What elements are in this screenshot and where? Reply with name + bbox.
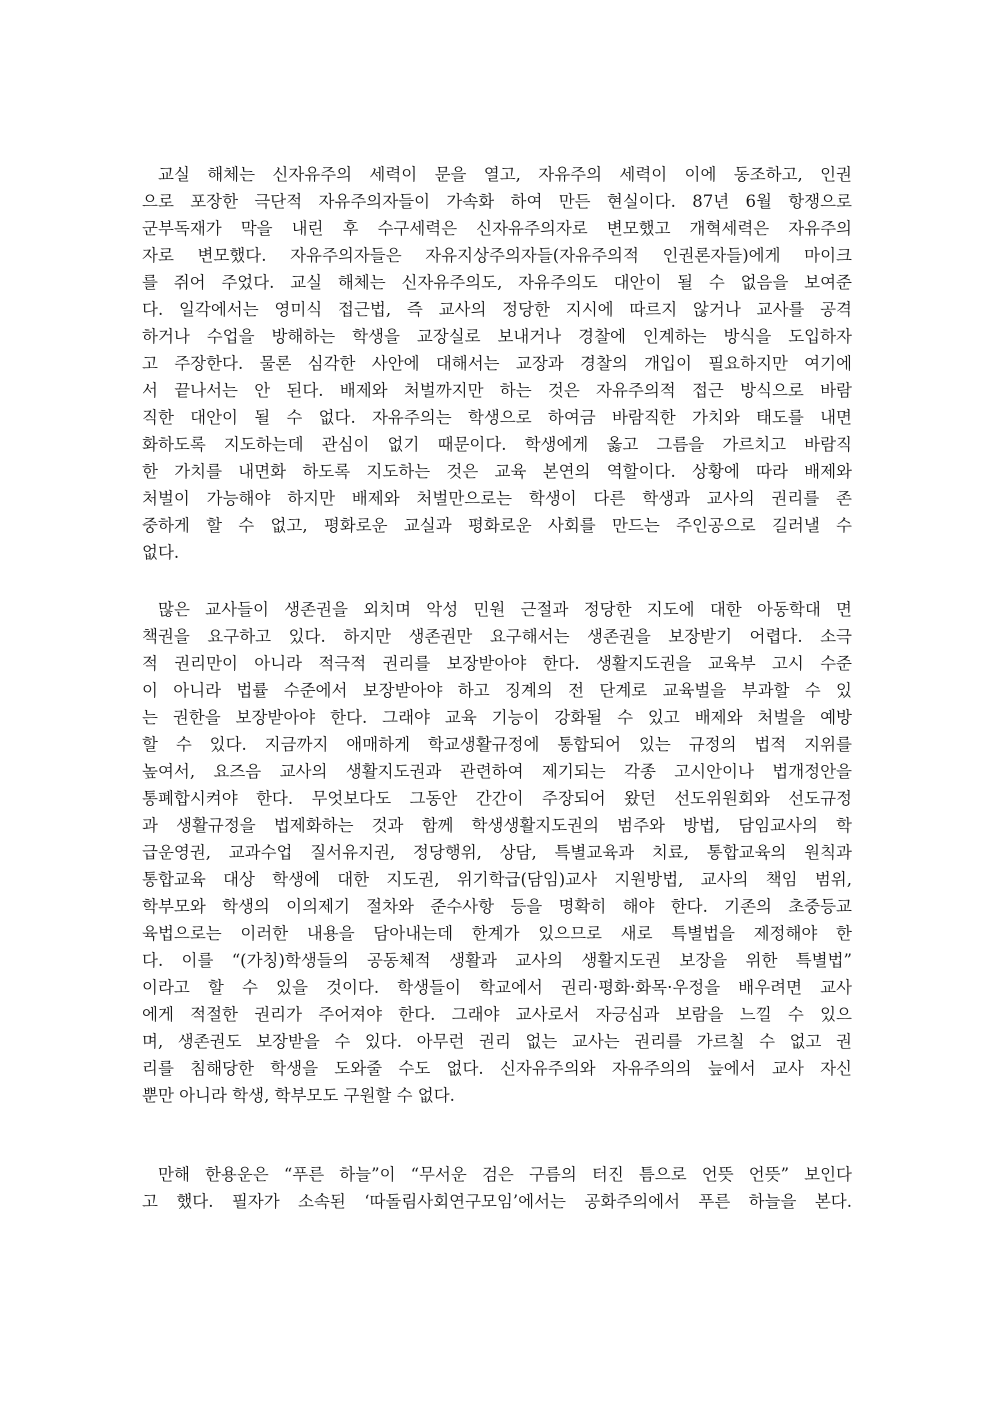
text-line: 과 생활규정을 법제화하는 것과 함께 학생생활지도권의 범주와 방법, 담임교사의 학 — [142, 816, 852, 835]
text-line: 며, 생존권도 보장받을 수 있다. 아무런 권리 없는 교사는 권리를 가르칠 수 없고 권 — [142, 1032, 852, 1051]
paragraph-classroom-collapse — [142, 161, 852, 566]
text-line: 하거나 수업을 방해하는 학생을 교장실로 보내거나 경찰에 인계하는 방식을 도입하자 — [142, 327, 852, 346]
text-line: 만해 한용운은 “푸른 하늘”이 “무서운 검은 구름의 터진 틈으로 언뜻 언뜻” 보인다 — [158, 1165, 852, 1184]
text-line: 한 가치를 내면화 하도록 지도하는 것은 교육 본연의 역할이다. 상황에 따라 배제와 — [142, 462, 852, 481]
text-line: 자로 변모했다. 자유주의자들은 자유지상주의자들(자유주의적 인권론자들)에게 마이크 — [142, 246, 852, 265]
text-line: 책권을 요구하고 있다. 하지만 생존권만 요구해서는 생존권을 보장받기 어렵다. 소극 — [142, 627, 852, 646]
text-line: 를 쥐어 주었다. 교실 해체는 신자유주의도, 자유주의도 대안이 될 수 없음을 보여준 — [142, 273, 852, 292]
text-line: 육법으로는 이러한 내용을 담아내는데 한계가 있으므로 새로 특별법을 제정해야 한 — [142, 924, 852, 943]
text-line: 뿐만 아니라 학생, 학부모도 구원할 수 없다. — [142, 1086, 455, 1105]
text-line: 는 권한을 보장받아야 한다. 그래야 교육 기능이 강화될 수 있고 배제와 처벌을 예방 — [142, 708, 852, 727]
paragraph-teacher-rights — [142, 596, 852, 1109]
text-line: 고 주장한다. 물론 심각한 사안에 대해서는 교장과 경찰의 개입이 필요하지만 여기에 — [142, 354, 852, 373]
text-line: 군부독재가 막을 내린 후 수구세력은 신자유주의자로 변모했고 개혁세력은 자유주의 — [142, 219, 852, 238]
text-line: 교실 해체는 신자유주의 세력이 문을 열고, 자유주의 세력이 이에 동조하고, 인권 — [158, 165, 852, 184]
paragraph-blue-sky — [142, 1161, 852, 1215]
text-line: 적 권리만이 아니라 적극적 권리를 보장받아야 한다. 생활지도권을 교육부 고시 수준 — [142, 654, 852, 673]
text-line: 화하도록 지도하는데 관심이 없기 때문이다. 학생에게 옳고 그름을 가르치고 바람직 — [142, 435, 852, 454]
text-line: 할 수 있다. 지금까지 애매하게 학교생활규정에 통합되어 있는 규정의 법적 지위를 — [142, 735, 852, 754]
text-line: 처벌이 가능해야 하지만 배제와 처벌만으로는 학생이 다른 학생과 교사의 권리를 존 — [142, 489, 852, 508]
text-line: 이 아니라 법률 수준에서 보장받아야 하고 징계의 전 단계로 교육벌을 부과할 수 있 — [142, 681, 852, 700]
text-line: 다. 일각에서는 영미식 접근법, 즉 교사의 정당한 지시에 따르지 않거나 교사를 공격 — [142, 300, 852, 319]
text-line: 없다. — [142, 543, 180, 562]
text-line: 급운영권, 교과수업 질서유지권, 정당행위, 상담, 특별교육과 치료, 통합교육의 원칙과 — [142, 843, 852, 862]
text-line: 으로 포장한 극단적 자유주의자들이 가속화 하여 만든 현실이다. 87년 6월 항쟁으로 — [142, 192, 852, 211]
text-line: 학부모와 학생의 이의제기 절차와 준수사항 등을 명확히 해야 한다. 기존의 초중등교 — [142, 897, 852, 916]
text-line: 이라고 할 수 있을 것이다. 학생들이 학교에서 권리·평화·화목·우정을 배우려면 교사 — [142, 978, 852, 997]
text-line: 직한 대안이 될 수 없다. 자유주의는 학생으로 하여금 바람직한 가치와 태도를 내면 — [142, 408, 852, 427]
text-line: 고 했다. 필자가 소속된 ‘따돌림사회연구모임’에서는 공화주의에서 푸른 하늘을 본다. — [142, 1192, 852, 1211]
text-line: 리를 침해당한 학생을 도와줄 수도 없다. 신자유주의와 자유주의의 늪에서 교사 자신 — [142, 1059, 852, 1078]
text-line: 높여서, 요즈음 교사의 생활지도권과 관련하여 제기되는 각종 고시안이나 법개정안을 — [142, 762, 852, 781]
text-line: 통폐합시켜야 한다. 무엇보다도 그동안 간간이 주장되어 왔던 선도위원회와 선도규정 — [142, 789, 852, 808]
text-line: 다. 이를 “(가칭)학생들의 공동체적 생활과 교사의 생활지도권 보장을 위한 특별법” — [142, 951, 852, 970]
text-line: 서 끝나서는 안 된다. 배제와 처벌까지만 하는 것은 자유주의적 접근 방식으로 바람 — [142, 381, 852, 400]
text-line: 많은 교사들이 생존권을 외치며 악성 민원 근절과 정당한 지도에 대한 아동학대 면 — [158, 600, 852, 619]
text-line: 에게 적절한 권리가 주어져야 한다. 그래야 교사로서 자긍심과 보람을 느낄 수 있으 — [142, 1005, 852, 1024]
text-line: 중하게 할 수 없고, 평화로운 교실과 평화로운 사회를 만드는 주인공으로 길러낼 수 — [142, 516, 852, 535]
text-line: 통합교육 대상 학생에 대한 지도권, 위기학급(담임)교사 지원방법, 교사의 책임 범위, — [142, 870, 852, 889]
